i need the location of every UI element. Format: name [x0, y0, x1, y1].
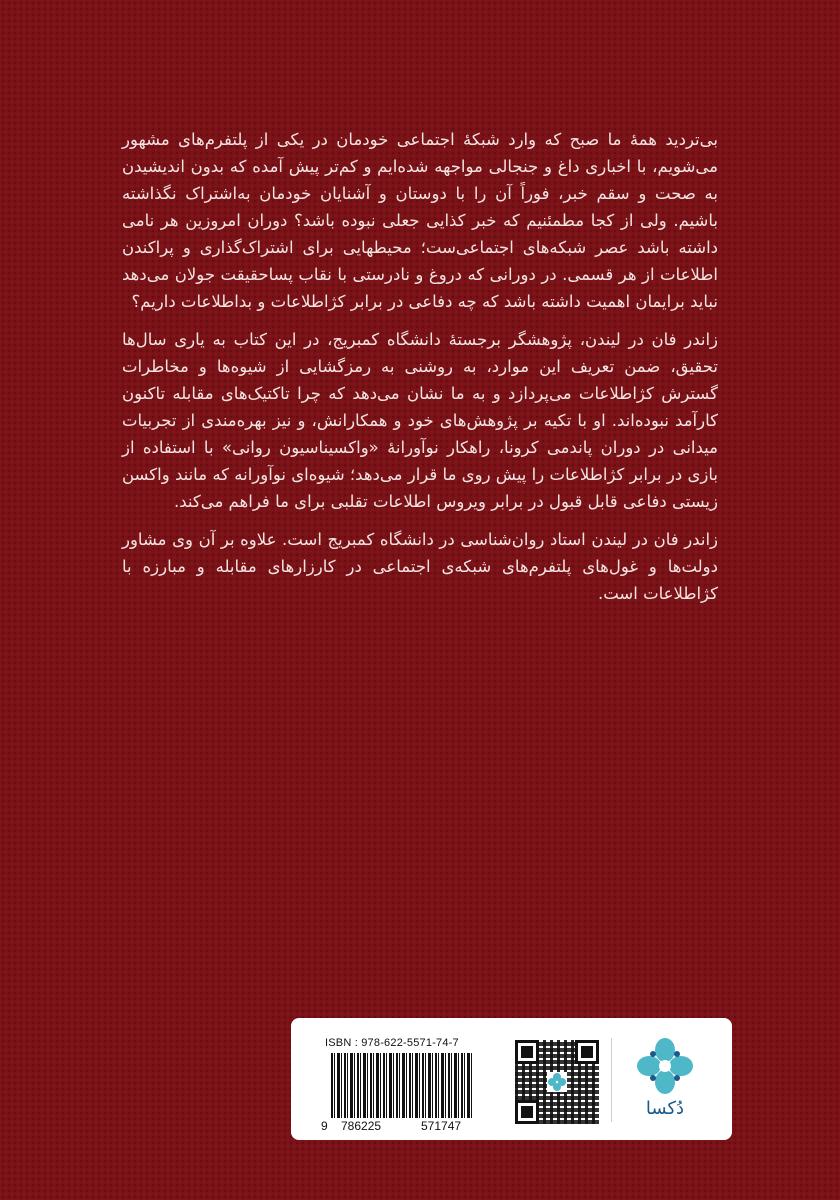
qr-finder-pattern — [515, 1040, 539, 1064]
qr-center-logo — [547, 1072, 567, 1092]
author-bio-paragraph: زاندر فان در لیندن استاد روان‌شناسی در دانشگاه کمبریج است. علاوه بر آن وی مشاور دولت‌ها و غول‌های پلتفرم‌های شبکه‌ی اجتماعی در کارزارهای مقابله و مبارزه با کژاطلاعات است. — [122, 530, 718, 603]
isbn-label: ISBN : 978-622-5571-74-7 — [325, 1037, 459, 1049]
box-divider — [611, 1038, 612, 1122]
back-cover-text — [122, 126, 718, 618]
barcode-digits-group1: 786225 — [341, 1119, 382, 1133]
qr-finder-pattern — [515, 1100, 539, 1124]
barcode-image — [331, 1053, 473, 1118]
qr-code — [515, 1040, 599, 1124]
publisher-name: دُکسا — [645, 1098, 685, 1119]
blurb-paragraph: زاندر فان در لیندن، پژوهشگر برجستهٔ دانشگاه کمبریج، در این کتاب به یاری سال‌ها تحقیق، ضمن تعریف این موارد، به روشنی به رمزگشایی از شیوه‌ها و مخاطرات گسترش کژاطلاعات می‌پردازد و به ما نشان می‌دهد که چرا تاکتیک‌های مقابله تاکنون کارآمد نبوده‌اند. او با تکیه بر پژوهش‌های خود و همکارانش، و نیز بهره‌مندی از تجربیات میدانی در دوران پاندمی کرونا، راهکار نوآورانهٔ «واکسیناسیون روانی» با استفاده از بازی در برابر کژاطلاعات را پیش روی ما قرار می‌دهد؛ شیوه‌ای نوآورانه که مانند واکسن زیستی دفاعی قابل قبول در برابر ویروس اطلاعات تقلبی برای ما فراهم می‌کند. — [122, 330, 718, 511]
blurb-paragraph: بی‌تردید همهٔ ما صبح که وارد شبکهٔ اجتماعی خودمان در یکی از پلتفرم‌های مشهور می‌شویم، با اخباری داغ و جنجالی مواجهه شده‌ایم و کم‌تر پیش آمده که بدون اندیشیدن به صحت و سقم خبر، فوراً آن را با دوستان و آشنایان خودمان به‌اشتراک نگذاشته باشیم. ولی از کجا مطمئنیم که خبر کذایی جعلی نبوده باشد؟ دوران امروزین هر نامی داشته باشد عصر شبکه‌های اجتماعی‌ست؛ محیطهایی برای اشتراک‌گذاری و پراکندن اطلاعات از هر قسمی. در دورانی که دروغ و نادرستی با نقاب پساحقیقت جولان می‌دهد نباید برایمان اهمیت داشته باشد که چه دفاعی در برابر کژاطلاعات و بداطلاعات داریم؟ — [122, 130, 718, 311]
publisher-info-box — [291, 1018, 732, 1140]
publisher-logo-icon — [625, 1036, 705, 1096]
barcode-digit-lead: 9 — [321, 1119, 328, 1133]
barcode-digits-group2: 571747 — [421, 1119, 462, 1133]
qr-finder-pattern — [575, 1040, 599, 1064]
